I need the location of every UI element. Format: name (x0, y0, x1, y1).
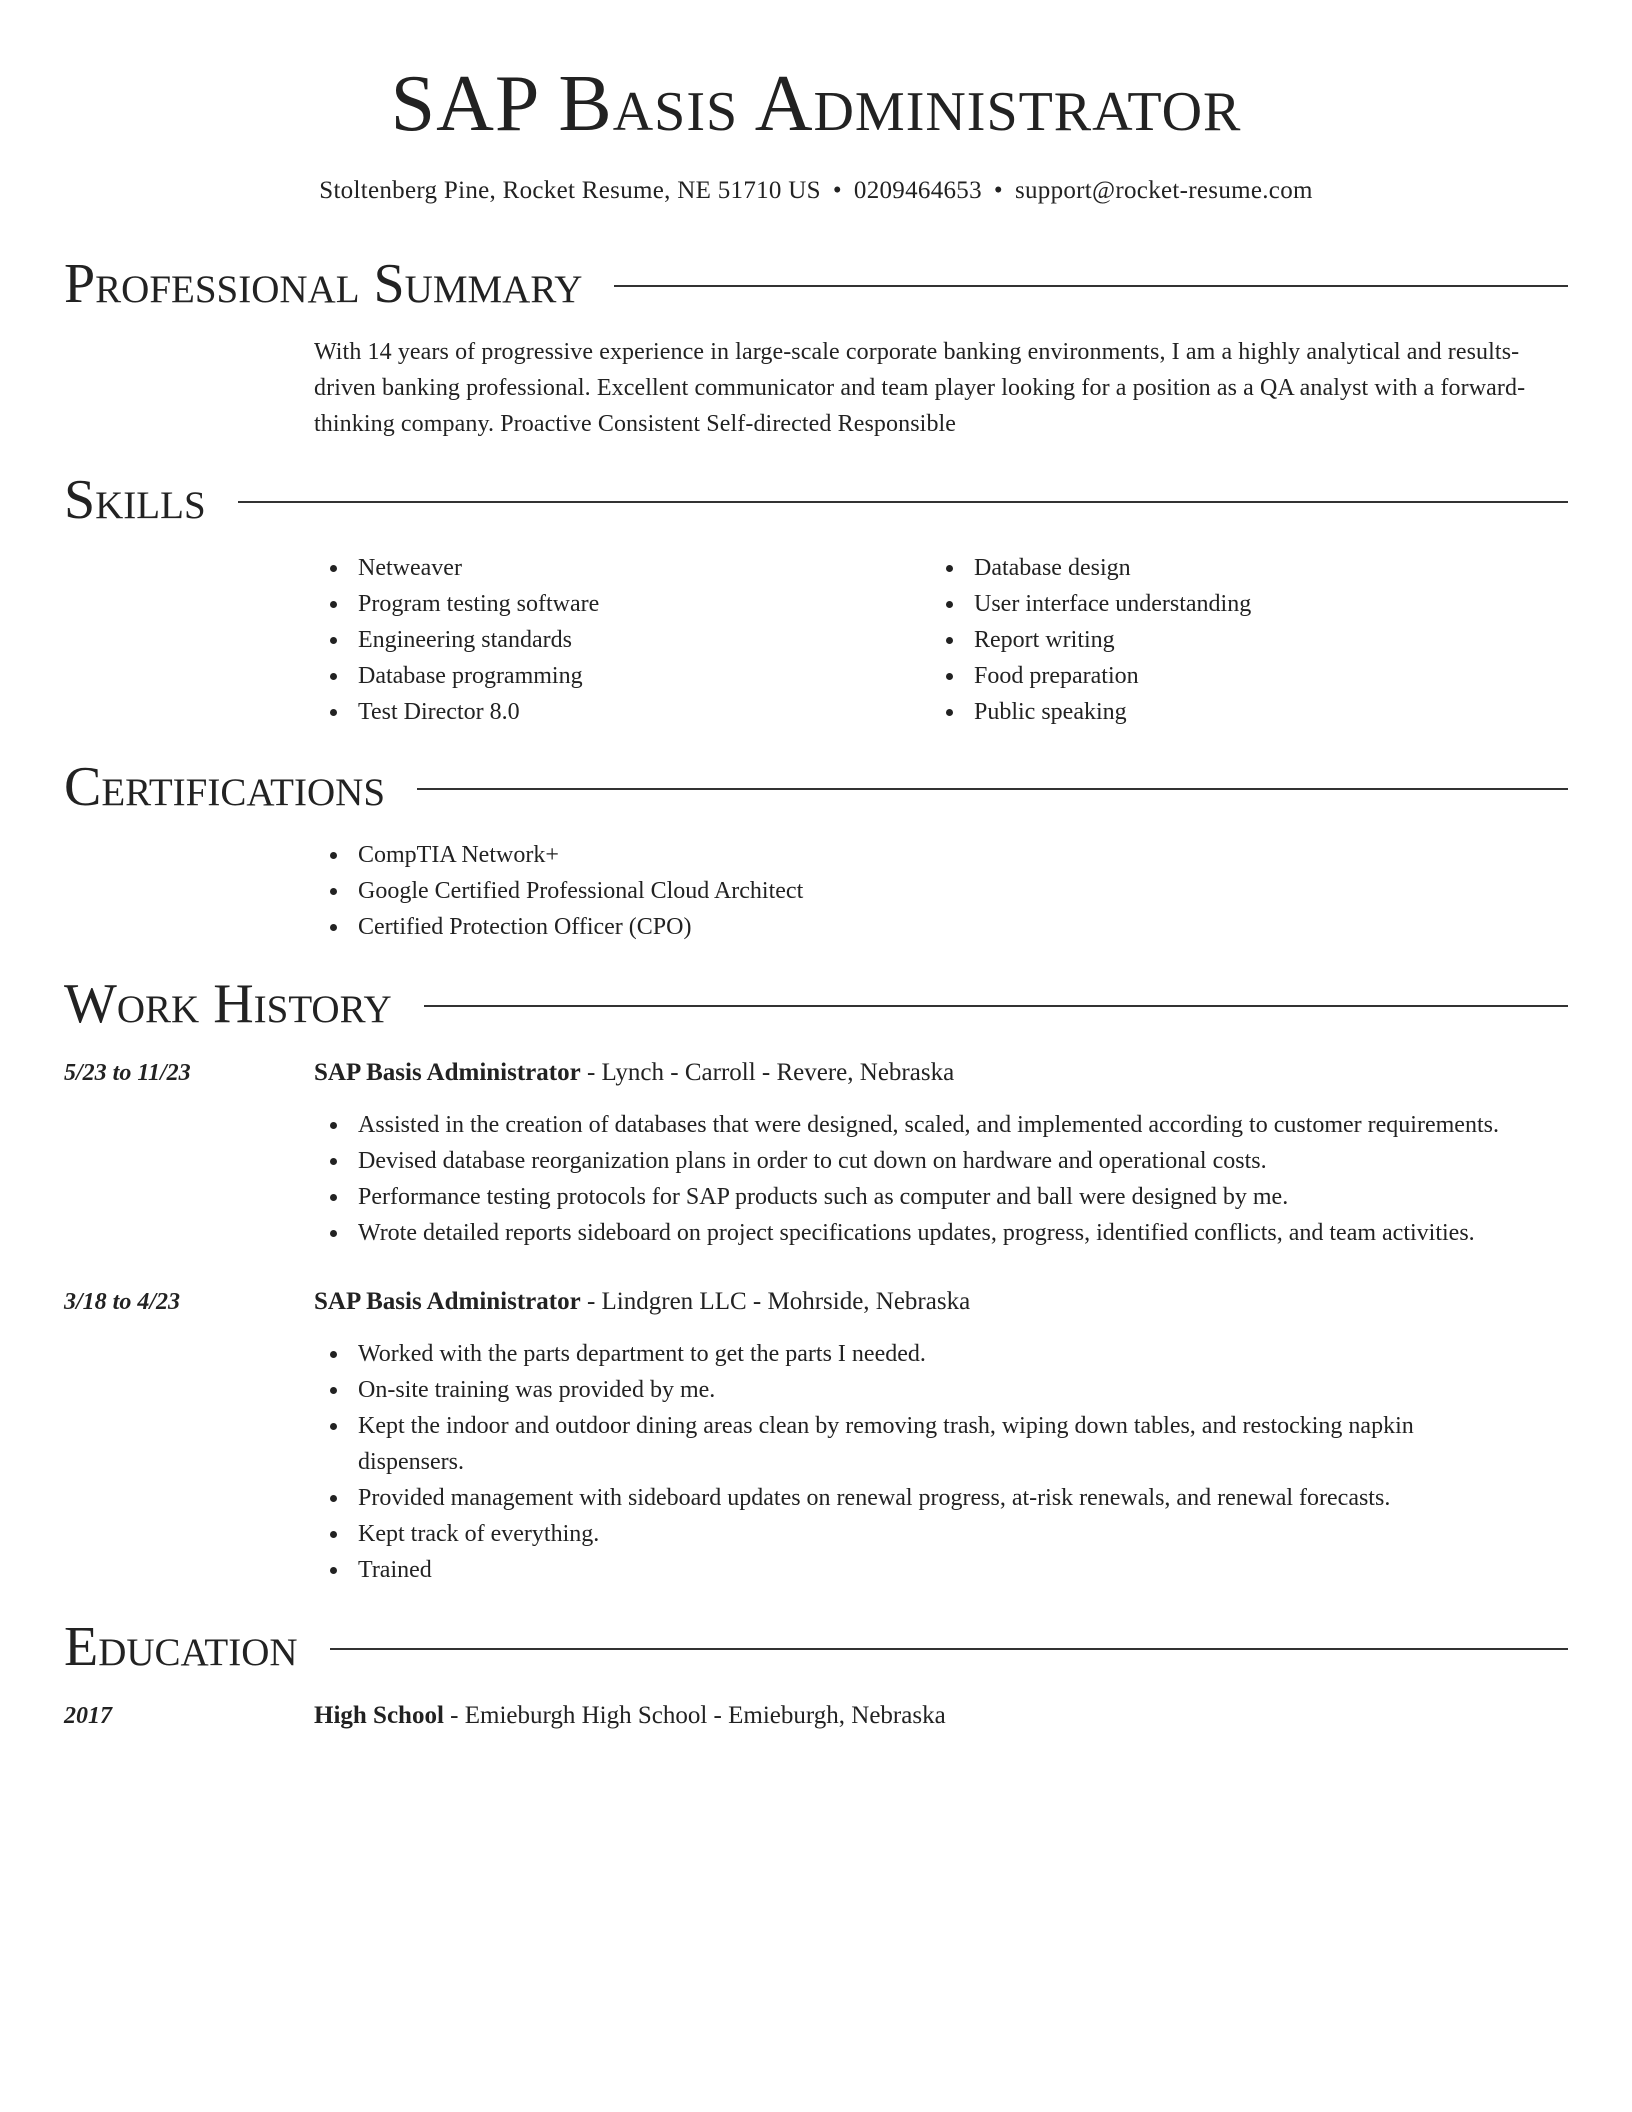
section-divider (330, 1648, 1568, 1650)
job-heading (314, 1284, 970, 1320)
job-bullets (314, 1336, 1568, 1588)
job-dates: 3/18 to 4/23 (64, 1289, 181, 1315)
education-degree: High School (314, 1702, 444, 1729)
job-dates: 5/23 to 11/23 (64, 1060, 191, 1086)
education-year: 2017 (64, 1703, 112, 1729)
education-line (314, 1698, 946, 1734)
work-history-heading-title: Work History (64, 973, 392, 1035)
resume-name: SAP Basis Administrator (390, 60, 1242, 148)
skill-item: Engineering standards (314, 622, 930, 658)
skill-item: Program testing software (314, 586, 930, 622)
summary-heading-title: Professional Summary (64, 253, 583, 315)
skills-list-right (930, 550, 1546, 730)
summary-text: With 14 years of progressive experience in large-scale corporate banking environments, I am a highly analytical and results-driven banking professional. Excellent communicator and team player looking for a position as a QA analyst with a forward-thinking company. Proactive Consistent Self-directed Responsible (314, 339, 1526, 437)
job-bullet: On-site training was provided by me. (314, 1372, 1568, 1408)
certification-item: CompTIA Network+ (314, 837, 1568, 873)
skills-list-left (314, 550, 930, 730)
skill-item: Food preparation (930, 658, 1546, 694)
contact-separator: • (993, 177, 1003, 204)
education-details: - Emieburgh High School - Emieburgh, Nebraska (443, 1702, 946, 1729)
section-divider (614, 285, 1568, 287)
job-bullet: Assisted in the creation of databases that were designed, scaled, and implemented according to customer requirements. (314, 1107, 1568, 1143)
job-bullet: Kept track of everything. (314, 1516, 1568, 1552)
skill-item: Test Director 8.0 (314, 694, 930, 730)
section-divider (417, 788, 1568, 790)
skills-grid (314, 550, 1568, 730)
summary-heading (64, 249, 1568, 319)
skill-item: Database design (930, 550, 1546, 586)
job-details: - Lindgren LLC - Mohrside, Nebraska (580, 1288, 971, 1315)
job-bullet-list (314, 1107, 1568, 1251)
job-title: SAP Basis Administrator (314, 1288, 581, 1315)
skill-item: Report writing (930, 622, 1546, 658)
contact-separator: • (832, 177, 842, 204)
contact-line (0, 174, 1632, 208)
certification-item: Google Certified Professional Cloud Architect (314, 873, 1568, 909)
summary-section (314, 334, 1568, 442)
certifications-list (314, 837, 1568, 945)
certifications-heading (64, 752, 1568, 822)
section-divider (424, 1005, 1568, 1007)
section-divider (238, 501, 1568, 503)
job-bullets (314, 1107, 1568, 1251)
contact-email: support@rocket-resume.com (1014, 177, 1313, 204)
skill-item: Public speaking (930, 694, 1546, 730)
job-bullet: Provided management with sideboard updates on renewal progress, at-risk renewals, and renewal forecasts. (314, 1480, 1568, 1516)
job-heading (314, 1055, 954, 1091)
job-bullet-list (314, 1336, 1568, 1588)
contact-phone: 0209464653 (853, 177, 982, 204)
certifications-section (314, 837, 1568, 945)
skill-item: Database programming (314, 658, 930, 694)
skills-heading-title: Skills (64, 469, 206, 531)
job-bullet: Worked with the parts department to get the parts I needed. (314, 1336, 1568, 1372)
job-bullet: Wrote detailed reports sideboard on project specifications updates, progress, identified conflicts, and team activities. (314, 1215, 1568, 1251)
job-bullet: Trained (314, 1552, 1568, 1588)
job-details: - Lynch - Carroll - Revere, Nebraska (580, 1059, 955, 1086)
certification-item: Certified Protection Officer (CPO) (314, 909, 1568, 945)
job-bullet: Devised database reorganization plans in order to cut down on hardware and operational costs. (314, 1143, 1568, 1179)
job-bullet: Kept the indoor and outdoor dining areas clean by removing trash, wiping down tables, and restocking napkin dispensers. (314, 1408, 1568, 1480)
skill-item: User interface understanding (930, 586, 1546, 622)
skills-heading (64, 465, 1568, 535)
skill-item: Netweaver (314, 550, 930, 586)
skills-section (314, 550, 1568, 730)
contact-address: Stoltenberg Pine, Rocket Resume, NE 51710 US (319, 177, 821, 204)
job-title: SAP Basis Administrator (314, 1059, 581, 1086)
work-history-heading (64, 969, 1568, 1039)
job-bullet: Performance testing protocols for SAP products such as computer and ball were designed by me. (314, 1179, 1568, 1215)
certifications-heading-title: Certifications (64, 756, 386, 818)
education-heading (64, 1612, 1568, 1682)
education-heading-title: Education (64, 1616, 298, 1678)
